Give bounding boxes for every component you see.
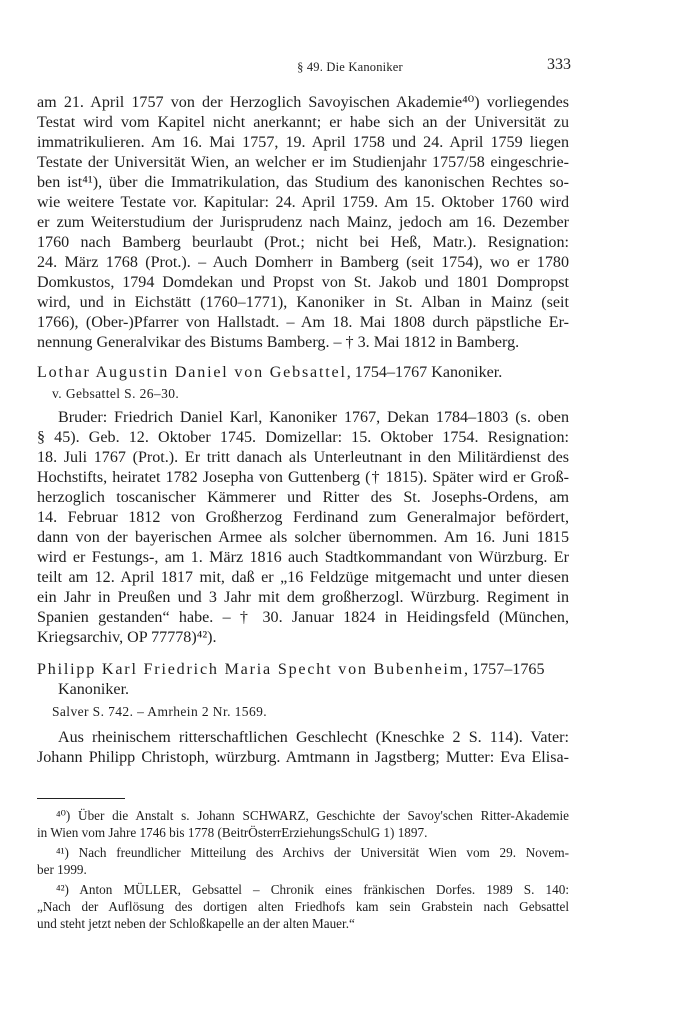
footnote-line: und steht jetzt neben der Schloßkapelle an der alten Mauer.“ bbox=[37, 916, 355, 931]
body-line: dann von der bayerischen Armee als solcher übernommen. Am 16. Juni 1815 bbox=[37, 529, 569, 546]
body-line: wird, und in Eichstätt (1760–1771), Kanoniker in St. Alban in Mainz (seit bbox=[37, 294, 569, 311]
running-header: § 49. Die Kanoniker bbox=[297, 60, 403, 74]
body-line: wie weitere Testate vor. Kapitular: 24. April 1759. Am 15. Oktober 1760 wird bbox=[37, 194, 569, 211]
body-line: am 21. April 1757 von der Herzoglich Savoyischen Akademie⁴⁰) vorliegendes bbox=[37, 94, 569, 111]
body-line: er zum Weiterstudium der Jurisprudenz nach Mainz, jedoch am 16. Dezember bbox=[37, 214, 569, 231]
body-line: nennung Generalvikar des Bistums Bamberg. – † 3. Mai 1812 in Bamberg. bbox=[37, 334, 520, 351]
body-line: Spanien gestanden“ habe. – † 30. Januar 1824 in Heidingsfeld (München, bbox=[37, 609, 569, 626]
footnote-line: in Wien vom Jahre 1746 bis 1778 (BeitrÖsterrErziehungsSchulG 1) 1897. bbox=[37, 825, 428, 840]
body-line: ein Jahr in Preußen und 3 Jahr mit dem großherzogl. Würzburg. Regiment in bbox=[37, 589, 569, 606]
entry-name: Lothar Augustin Daniel von Gebsattel bbox=[37, 364, 347, 381]
entry-heading bbox=[37, 660, 569, 680]
body-line: teilt am 12. April 1817 mit, daß er „16 Feldzüge mitgemacht und unter diesen bbox=[37, 569, 569, 586]
entry-dates: , 1754–1767 Kanoniker. bbox=[346, 364, 503, 381]
body-line: Bruder: Friedrich Daniel Karl, Kanoniker 1767, Dekan 1784–1803 (s. oben bbox=[58, 409, 569, 426]
body-line: Aus rheinischem ritterschaftlichen Geschlecht (Kneschke 2 S. 114). Vater: bbox=[58, 729, 569, 746]
footnote-line: ⁴²) Anton MÜLLER, Gebsattel – Chronik eines fränkischen Dorfes. 1989 S. 140: bbox=[56, 882, 569, 897]
body-line: wird er Festungs-, am 1. März 1816 auch Stadtkommandant von Würzburg. Er bbox=[37, 549, 569, 566]
body-line: 1760 nach Bamberg beurlaubt (Prot.; nicht bei Heß, Matr.). Resignation: bbox=[37, 234, 569, 251]
body-line: ben ist⁴¹), über die Immatrikulation, das Studium des kanonischen Rechtes so- bbox=[37, 174, 569, 191]
entry-source: Salver S. 742. – Amrhein 2 Nr. 1569. bbox=[52, 704, 268, 719]
entry-source: v. Gebsattel S. 26–30. bbox=[52, 386, 180, 401]
footnote-line: ⁴¹) Nach freundlicher Mitteilung des Archivs der Universität Wien vom 29. Novem- bbox=[56, 845, 569, 860]
footnote-line: ber 1999. bbox=[37, 862, 87, 877]
body-line: Hochstifts, heiratet 1782 Josepha von Guttenberg († 1815). Später wird er Groß- bbox=[37, 469, 569, 486]
footnote-rule bbox=[37, 798, 125, 799]
body-line: immatrikulieren. Am 16. Mai 1757, 19. April 1758 und 24. April 1759 liegen bbox=[37, 134, 569, 151]
page-number: 333 bbox=[547, 56, 571, 73]
footnote-line: „Nach der Auflösung des dortigen alten Friedhofs kam sein Grabstein nach Gebsattel bbox=[37, 899, 569, 914]
body-line: Testat wird vom Kapitel nicht anerkannt; er habe sich an der Universität zu bbox=[37, 114, 569, 131]
body-line: 1766), (Ober-)Pfarrer von Hallstadt. – Am 18. Mai 1808 durch päpstliche Er- bbox=[37, 314, 569, 331]
entry-dates: , 1757–1765 bbox=[464, 661, 545, 678]
entry-name: Philipp Karl Friedrich Maria Specht von Bubenheim bbox=[37, 661, 465, 678]
body-line: Domkustos, 1794 Domdekan und Propst von St. Jakob und 1801 Dompropst bbox=[37, 274, 569, 291]
entry-heading bbox=[37, 363, 569, 383]
entry-heading-cont: Kanoniker. bbox=[58, 681, 130, 698]
body-line: Kriegsarchiv, OP 77778)⁴²). bbox=[37, 629, 217, 646]
body-line: 18. Juli 1767 (Prot.). Er tritt danach als Unterleutnant in den Militärdienst des bbox=[37, 449, 569, 466]
body-line: Testate der Universität Wien, an welcher er im Studienjahr 1757/58 eingeschrie- bbox=[37, 154, 569, 171]
body-line: 14. Februar 1812 von Großherzog Ferdinand zum Generalmajor befördert, bbox=[37, 509, 569, 526]
body-line: 24. März 1768 (Prot.). – Auch Domherr in Bamberg (seit 1754), wo er 1780 bbox=[37, 254, 569, 271]
body-line: § 45). Geb. 12. Oktober 1745. Domizellar: 15. Oktober 1754. Resignation: bbox=[37, 429, 569, 446]
body-line: herzoglich toscanischer Kämmerer und Ritter des St. Josephs-Ordens, am bbox=[37, 489, 569, 506]
body-line: Johann Philipp Christoph, würzburg. Amtmann in Jagstberg; Mutter: Eva Elisa- bbox=[37, 749, 569, 766]
footnote-line: ⁴⁰) Über die Anstalt s. Johann SCHWARZ, Geschichte der Savoy'schen Ritter-Akademie bbox=[56, 808, 569, 823]
